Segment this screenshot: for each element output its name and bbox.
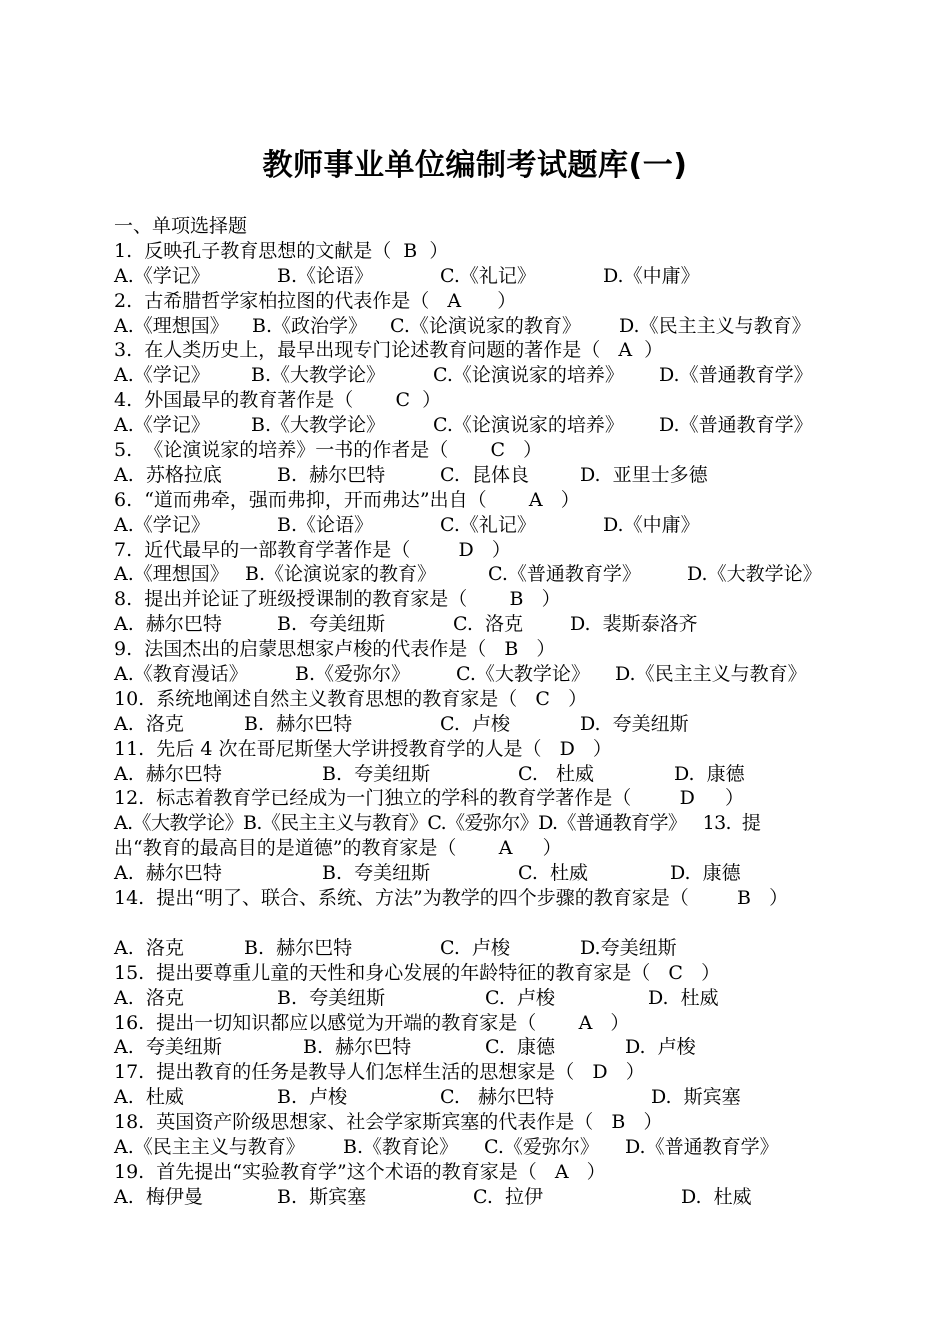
question-7: 7. 近代最早的一部教育学著作是（ D ） [114,538,511,561]
option-b: B. 夸美纽斯 [277,986,386,1009]
option-c: C.《爱弥尔》 [484,1135,599,1158]
option-b: B.《政治学》 [252,314,368,337]
question-19: 19. 首先提出“实验教育学”这个术语的教育家是（ A ） [114,1160,606,1183]
question-14: 14. 提出“明了、联合、系统、方法”为教学的四个步骤的教育家是（ B ） [114,887,789,910]
options-8 [114,612,844,637]
option-b: B.《大教学论》 [251,364,386,387]
option-b: B.《论演说家的教育》 [245,563,437,586]
option-b: B. 卢梭 [277,1086,348,1109]
option-c: C. 洛克 [453,613,523,636]
option-d: D. 裴斯泰洛齐 [570,613,698,636]
option-d: D.《大教学论》 [687,563,822,586]
question-5: 5. 《论演说家的培养》一书的作者是（ C ） [114,439,543,462]
options-13 [114,861,844,886]
options-18 [114,1135,844,1160]
question-9: 9. 法国杰出的启蒙思想家卢梭的代表作是（ B ） [114,638,556,661]
question-10: 10. 系统地阐述自然主义教育思想的教育家是（ C ） [114,687,588,710]
option-c: C.《礼记》 [440,513,536,536]
option-d: D.夸美纽斯 [580,936,677,959]
option-d: D. 夸美纽斯 [580,712,689,735]
options-16 [114,1035,844,1060]
option-d: D. 杜威 [681,1185,752,1208]
option-a: A. 杜威 [114,1086,184,1109]
options-17 [114,1085,844,1110]
option-d: D.《民主主义与教育》 [615,663,807,686]
option-d: D. 斯宾塞 [651,1086,741,1109]
option-a: A.《民主主义与教育》 [114,1135,305,1158]
options-3 [114,363,844,388]
option-a: A.《理想国》 [114,314,229,337]
options-9 [114,662,844,687]
option-a: A. 洛克 [114,712,184,735]
option-b: B.《论语》 [277,264,374,287]
question-2: 2. 古希腊哲学家柏拉图的代表作是（ A ） [114,289,517,312]
option-d: D. 亚里士多德 [580,463,708,486]
option-b: B.《教育论》 [343,1135,459,1158]
question-11: 11. 先后 4 次在哥尼斯堡大学讲授教育学的人是（ D ） [114,737,612,760]
options-6 [114,513,844,538]
option-c: C.《论演说家的培养》 [433,364,624,387]
option-d: D. 康德 [670,862,741,885]
option-a: A. 洛克 [114,936,184,959]
option-d: D.《普通教育学》 [659,364,813,387]
question-15: 15. 提出要尊重儿童的天性和身心发展的年龄特征的教育家是（ C ） [114,961,721,984]
option-a: A.《教育漫话》 [114,663,248,686]
question-13: 出“教育的最高目的是道德”的教育家是（ A ） [114,837,562,860]
options-14 [114,936,844,961]
option-c: C. 卢梭 [485,986,555,1009]
option-a: A. 赫尔巴特 [114,762,222,785]
option-d: D.《民主主义与教育》 [619,314,811,337]
section-heading: 一、单项选择题 [114,215,248,237]
options-4 [114,413,844,438]
options-19 [114,1185,844,1210]
option-b: B. 赫尔巴特 [244,712,353,735]
question-3: 3. 在人类历史上，最早出现专门论述教育问题的著作是（ A ） [114,339,664,362]
question-6: 6. “道而弗牵，强而弗抑，开而弗达”出自（ A ） [114,488,580,511]
option-b: B.《爱弥尔》 [295,663,411,686]
question-18: 18. 英国资产阶级思想家、社会学家斯宾塞的代表作是（ B ） [114,1111,663,1134]
option-c: C. 赫尔巴特 [440,1086,555,1109]
option-d: D.《中庸》 [603,264,700,287]
option-b: B. 夸美纽斯 [322,762,431,785]
document-title: 教师事业单位编制考试题库(一) [262,148,688,183]
question-12: 12. 标志着教育学已经成为一门独立的学科的教育学著作是（ D ） [114,787,745,810]
option-c: C. 杜威 [518,762,595,785]
options-12-with-question-13: A.《大教学论》B.《民主主义与教育》C.《爱弥尔》D.《普通教育学》 13. 提 [114,812,761,835]
options-7 [114,562,844,587]
option-c: C.《大教学论》 [456,663,590,686]
option-c: C. 卢梭 [440,936,510,959]
option-c: C.《论演说家的教育》 [390,314,581,337]
option-a: A.《学记》 [114,364,210,387]
option-d: D. 卢梭 [625,1036,696,1059]
question-1: 1. 反映孔子教育思想的文献是（ B ） [114,239,449,262]
options-10 [114,712,844,737]
option-b: B. 赫尔巴特 [244,936,353,959]
option-d: D.《普通教育学》 [625,1135,779,1158]
option-c: C.《普通教育学》 [488,563,641,586]
option-b: B. 赫尔巴特 [277,463,386,486]
question-8: 8. 提出并论证了班级授课制的教育家是（ B ） [114,588,561,611]
option-d: D. 康德 [674,762,745,785]
options-15 [114,986,844,1011]
option-b: B. 夸美纽斯 [277,613,386,636]
blank-line [114,911,844,936]
options-5 [114,463,844,488]
document-body [114,214,844,1210]
option-a: A.《理想国》 [114,563,229,586]
option-b: B. 斯宾塞 [277,1185,367,1208]
option-b: B. 赫尔巴特 [303,1036,412,1059]
option-a: A. 洛克 [114,986,184,1009]
option-d: D.《普通教育学》 [659,414,813,437]
option-a: A.《学记》 [114,264,210,287]
options-2 [114,314,844,339]
option-a: A.《学记》 [114,513,210,536]
option-c: C.《论演说家的培养》 [433,414,624,437]
option-c: C.《礼记》 [440,264,536,287]
option-d: D. 杜威 [648,986,719,1009]
option-a: A. 赫尔巴特 [114,862,222,885]
option-a: A. 夸美纽斯 [114,1036,222,1059]
option-b: B.《大教学论》 [251,414,386,437]
question-16: 16. 提出一切知识都应以感觉为开端的教育家是（ A ） [114,1011,630,1034]
question-4: 4. 外国最早的教育著作是（ C ） [114,389,442,412]
options-11 [114,762,844,787]
option-b: B.《论语》 [277,513,374,536]
option-c: C. 昆体良 [440,463,529,486]
option-a: A. 苏格拉底 [114,463,222,486]
option-a: A.《学记》 [114,414,210,437]
question-17: 17. 提出教育的任务是教导人们怎样生活的思想家是（ D ） [114,1061,645,1084]
option-c: C. 卢梭 [440,712,510,735]
option-c: C. 康德 [485,1036,555,1059]
option-b: B. 夸美纽斯 [322,862,431,885]
option-a: A. 梅伊曼 [114,1185,203,1208]
option-c: C. 拉伊 [473,1185,543,1208]
option-d: D.《中庸》 [603,513,700,536]
option-a: A. 赫尔巴特 [114,613,222,636]
option-c: C. 杜威 [518,862,588,885]
options-1 [114,264,844,289]
